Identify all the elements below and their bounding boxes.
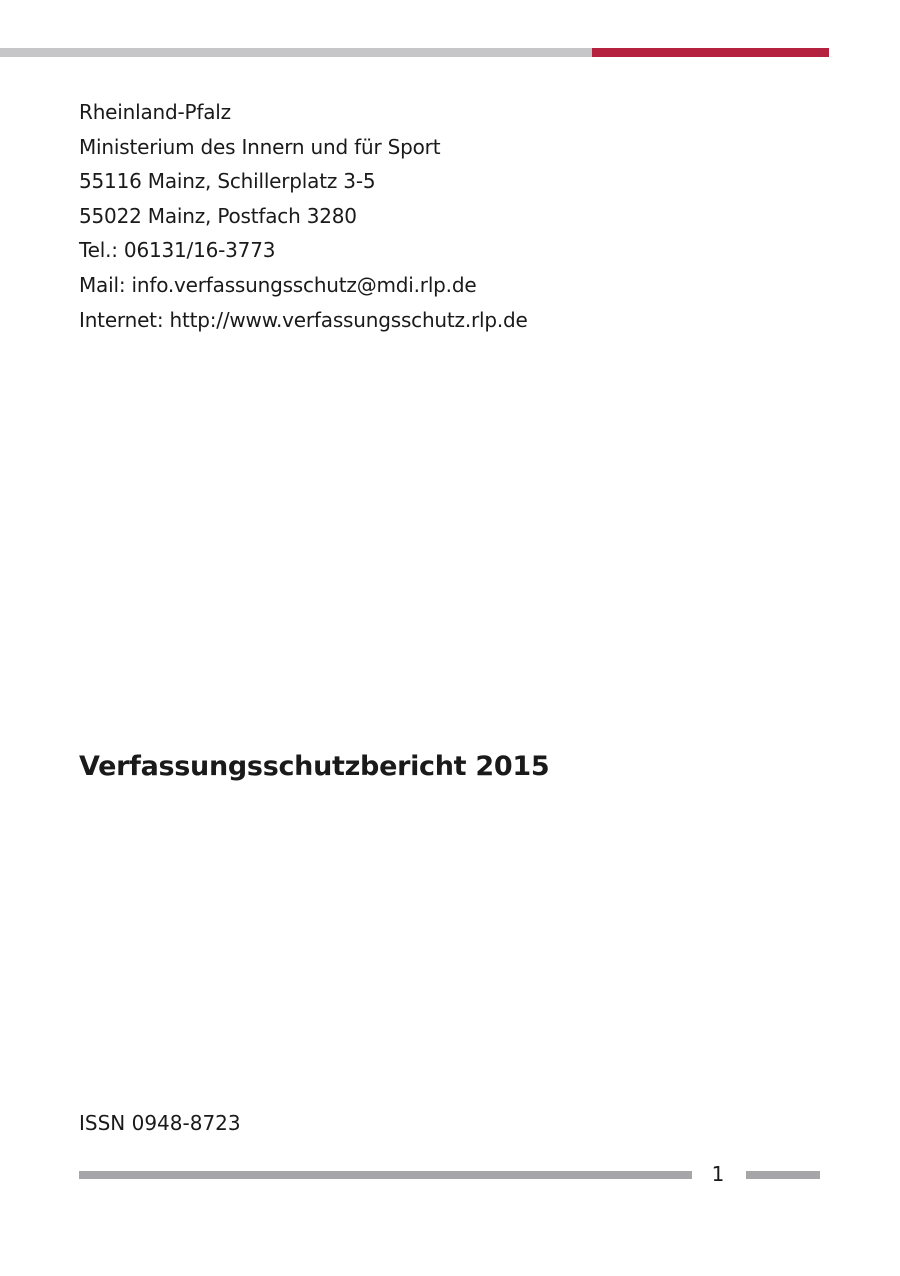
address-state: Rheinland-Pfalz bbox=[79, 100, 231, 124]
report-title: Verfassungsschutzbericht 2015 bbox=[79, 751, 550, 782]
issn-number: ISSN 0948-8723 bbox=[79, 1111, 241, 1135]
address-postbox: 55022 Mainz, Postfach 3280 bbox=[79, 203, 357, 228]
address-block bbox=[79, 95, 528, 337]
page-number: 1 bbox=[711, 1162, 725, 1186]
address-phone: Tel.: 06131/16-3773 bbox=[79, 238, 276, 263]
address-email: Mail: info.verfassungsschutz@mdi.rlp.de bbox=[79, 272, 477, 297]
footer-bar-right bbox=[746, 1171, 820, 1179]
header-bar-accent bbox=[592, 48, 829, 57]
address-street: 55116 Mainz, Schillerplatz 3-5 bbox=[79, 169, 376, 194]
header-bar-gray bbox=[0, 48, 592, 57]
footer-bar-left bbox=[79, 1171, 692, 1179]
address-website: Internet: http://www.verfassungsschutz.rlp.de bbox=[79, 307, 528, 332]
address-ministry: Ministerium des Innern und für Sport bbox=[79, 134, 441, 159]
